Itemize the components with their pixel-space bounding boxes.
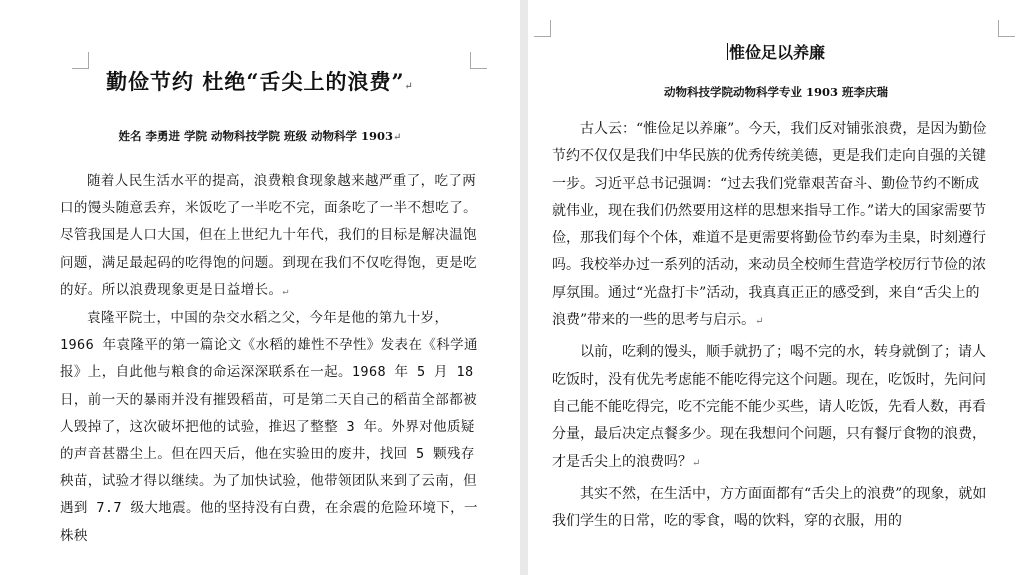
body-paragraph: 随着人民生活水平的提高，浪费粮食现象越来越严重了，吃了两口的馒头随意丢弃，米饭吃了一半吃不完，面条吃了一半不想吃了。尽管我国是人口大国，但在上世纪九十年代，我们的目标是解决温饱问题，满足最起码的吃得饱的问题。到现在我们不仅吃得饱，更是吃的好。所以浪费现象更是日益增长。↵ — [60, 173, 477, 298]
paragraph-mark-icon: ↵ — [393, 132, 402, 143]
document-body[interactable] — [552, 116, 992, 535]
body-paragraph: 古人云：“惟俭足以养廉”。今天，我们反对铺张浪费，是因为勤俭节约不仅仅是我们中华民族的优秀传统美德，更是我们走向自强的关键一步。习近平总书记强调：“过去我们党靠艰苦奋斗、勤俭节约不断成就伟业，现在我们仍然要用这样的思想来指导工作。”诺大的国家需要节俭，那我们每个个体，难道不是更需要将勤俭节约奉为圭臬，时刻遵行吗。我校举办过一系列的活动，来动员全校师生营造学校厉行节俭的浓厚氛围。通过“光盘打卡”活动，我真真正正的感受到，来自“舌尖上的浪费”带来的一些的思考与启示。↵ — [552, 121, 987, 329]
body-paragraph: 其实不然，在生活中，方方面面都有“舌尖上的浪费”的现象，就如我们学生的日常，吃的零食，喝的饮料，穿的衣服，用的 — [552, 485, 987, 530]
paragraph-mark-icon: ↵ — [692, 457, 701, 469]
body-paragraph: 以前，吃剩的馒头，顺手就扔了；喝不完的水，转身就倒了；请人吃饭时，没有优先考虑能不能吃得完这个问题。现在，吃饭时，先问问自己能不能吃得完，吃不完能不能少买些，请人吃饭，先看人数，再看分量，最后决定点餐多少。现在我想问个问题，只有餐厅食物的浪费，才是舌尖上的浪费吗？↵ — [552, 344, 986, 470]
body-paragraph: 袁隆平院士，中国的杂交水稻之父，今年是他的第九十岁，1966 年袁隆平的第一篇论文《水稻的雄性不孕性》发表在《科学通报》上，自此他与粮食的命运深深联系在一起。1968 年 5 月 18 日，前一天的暴雨并没有摧毁稻苗，可是第二天自己的稻苗全部都被人毁掉了，这次破坏把他的试验，推迟了整整 3 年。外界对他质疑的声音甚嚣尘上。但在四天后，他在实验田的废井，找回 5 颗残存秧苗，试验才得以继续。为了加快试验，他带领团队来到了云南，但遇到 7.7 级大地震。他的坚持没有白费，在余震的危险环境下，一株秧 — [60, 310, 478, 544]
text-cursor — [727, 43, 728, 60]
paragraph-mark-icon: ↵ — [404, 81, 414, 92]
document-title: 勤俭节约 杜绝“舌尖上的浪费”↵ — [106, 69, 414, 94]
margin-corner-mark — [998, 20, 1015, 37]
author-byline: 动物科技学院动物科学专业 1903 班李庆瑞 — [663, 85, 888, 99]
document-body[interactable] — [60, 168, 480, 550]
margin-corner-mark — [534, 20, 551, 37]
author-byline: 姓名 李勇进 学院 动物科技学院 班级 动物科学 1903↵ — [118, 129, 402, 143]
page-gutter — [520, 0, 528, 575]
document-title[interactable]: 惟俭足以养廉 — [728, 43, 825, 62]
document-page-right — [528, 0, 1024, 575]
paragraph-mark-icon: ↵ — [282, 285, 289, 297]
paragraph-mark-icon: ↵ — [755, 316, 764, 328]
